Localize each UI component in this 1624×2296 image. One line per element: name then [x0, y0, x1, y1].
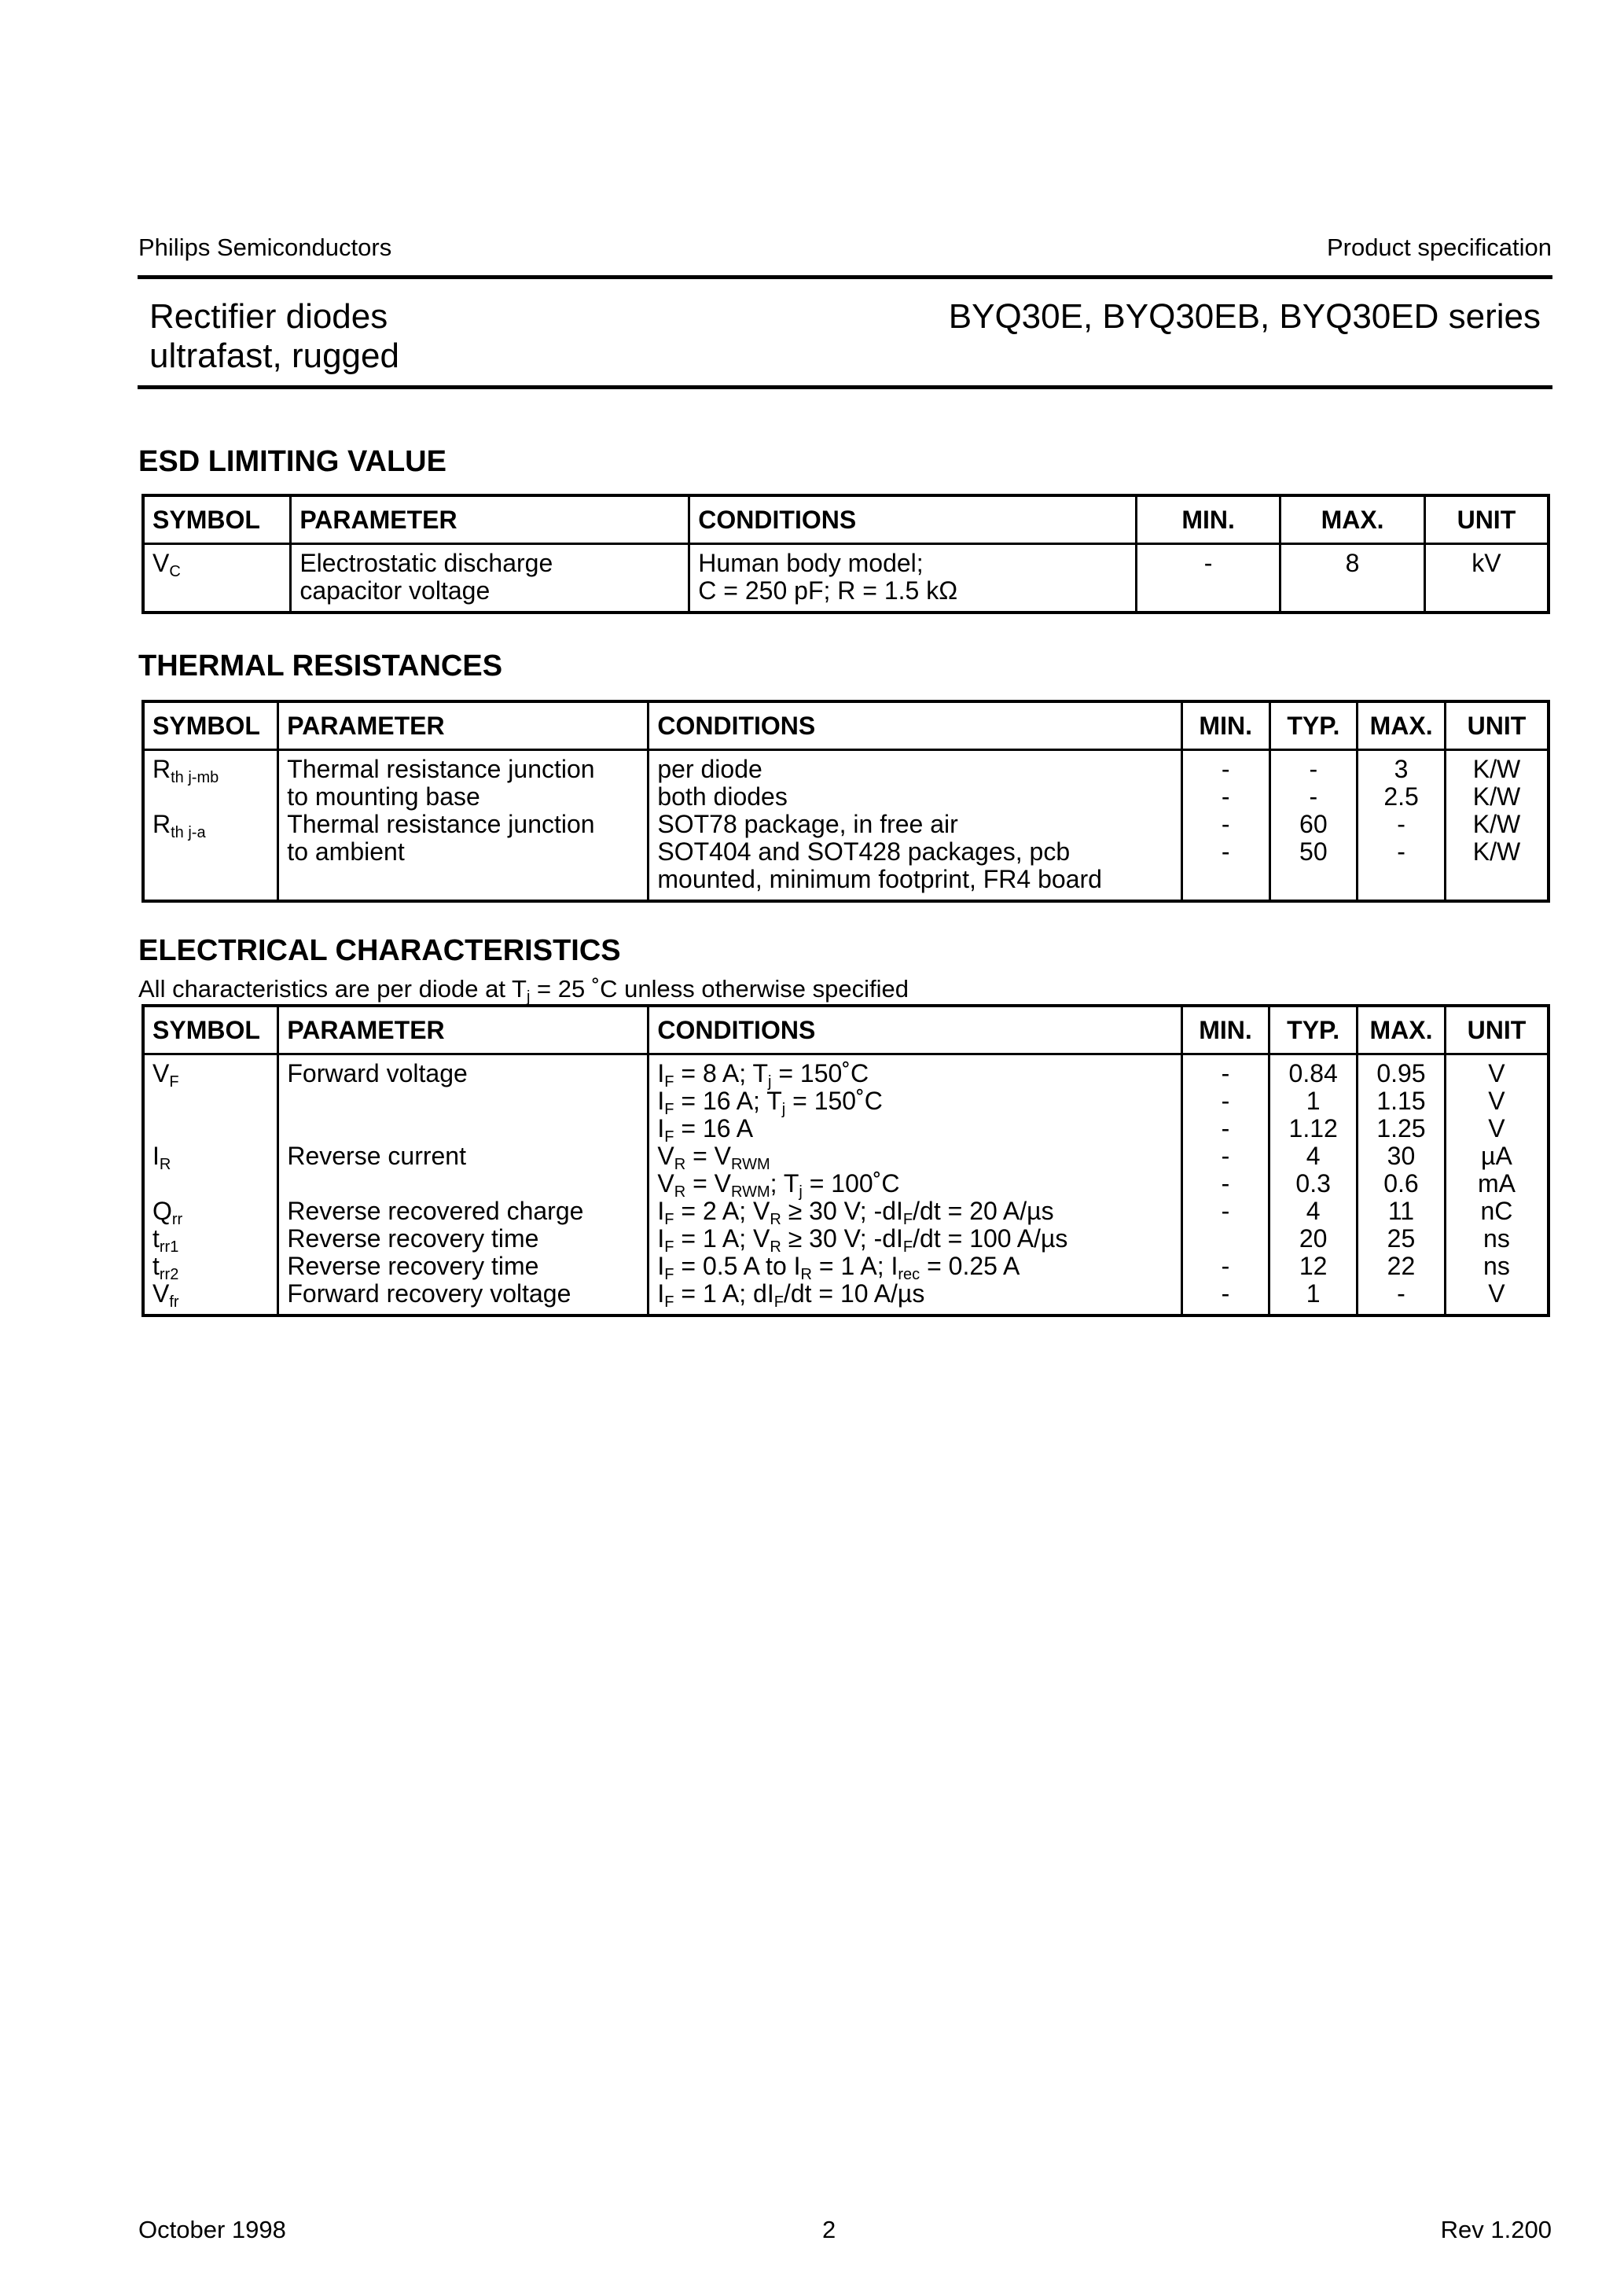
col-min: MIN. — [1136, 495, 1280, 544]
title-line-1: Rectifier diodes — [149, 297, 388, 336]
col-unit: UNIT — [1446, 701, 1549, 750]
parameter-line: Reverse recovery time — [287, 1252, 539, 1280]
unit-value: V — [1488, 1279, 1505, 1308]
condition-line: $I_F = 16$ A; $T_j$ = 150˚C — [657, 1087, 883, 1118]
col-max: MAX. — [1358, 701, 1446, 750]
max-value: 11 — [1387, 1197, 1415, 1225]
col-unit: UNIT — [1424, 495, 1549, 544]
symbol-line — [152, 1115, 269, 1142]
page-number: 2 — [822, 2216, 836, 2243]
symbol-line: $t_{rr1}$ — [152, 1224, 179, 1256]
parameter-line — [287, 1115, 639, 1142]
col-conditions: CONDITIONS — [648, 1006, 1181, 1054]
min-value: - — [1221, 1197, 1230, 1225]
min-value: - — [1221, 1142, 1230, 1170]
header-top-rule — [138, 275, 1552, 279]
typ-value: 12 — [1299, 1252, 1328, 1280]
col-max: MAX. — [1358, 1006, 1446, 1054]
symbol-line: $I_R$ — [152, 1142, 171, 1173]
col-symbol: SYMBOL — [143, 701, 278, 750]
thermal-heading: THERMAL RESISTANCES — [138, 649, 503, 683]
condition-line: $I_F = 1$ A; $dI_F/dt = 10$ A/µs — [657, 1279, 925, 1311]
document-type: Product specification — [1326, 234, 1552, 261]
typ-value: 1 — [1306, 1279, 1321, 1308]
typ-value: 1 — [1306, 1087, 1321, 1115]
unit-value: V — [1488, 1087, 1505, 1115]
typ-value: 1.12 — [1288, 1114, 1338, 1142]
header-bottom-rule — [138, 385, 1552, 389]
min-value: - — [1221, 1279, 1230, 1308]
col-conditions: CONDITIONS — [689, 495, 1137, 544]
symbol-line — [152, 1087, 269, 1115]
conditions-cell: per diode both diodes SOT78 package, in free air SOT404 and SOT428 packages, pcb mounted, minimum footprint, FR4 board — [648, 750, 1182, 902]
part-numbers: BYQ30E, BYQ30EB, BYQ30ED series — [948, 297, 1541, 336]
max-value: 22 — [1387, 1252, 1416, 1280]
col-unit: UNIT — [1445, 1006, 1549, 1054]
electrical-table — [141, 1004, 1550, 1317]
typ-value: 0.3 — [1295, 1169, 1331, 1198]
min-cell: - — [1136, 544, 1280, 613]
thermal-table — [141, 700, 1550, 903]
footer-date: October 1998 — [138, 2216, 286, 2243]
condition-line: $V_R = V_{RWM}$ — [657, 1142, 770, 1173]
document-title — [149, 297, 399, 376]
esd-table — [141, 494, 1550, 614]
conditions-cell: Human body model; C = 250 pF; R = 1.5 kΩ — [689, 544, 1137, 613]
typ-value: 20 — [1299, 1224, 1328, 1253]
table-row — [143, 750, 1549, 902]
unit-value: ns — [1483, 1252, 1510, 1280]
symbol-cell — [143, 1054, 278, 1316]
unit-value: V — [1488, 1114, 1505, 1142]
symbol-line: $V_{fr}$ — [152, 1279, 179, 1311]
col-max: MAX. — [1280, 495, 1424, 544]
parameter-cell: Electrostatic discharge capacitor voltage — [291, 544, 689, 613]
max-value: 1.15 — [1376, 1087, 1426, 1115]
condition-line: $I_F = 0.5$ A to $I_R = 1$ A; $I_{rec} = 0.25$ A — [657, 1252, 1020, 1283]
min-value — [1191, 1225, 1261, 1253]
col-symbol: SYMBOL — [143, 495, 291, 544]
parameter-cell: Thermal resistance junction to mounting base Thermal resistance junction to ambient — [278, 750, 648, 902]
max-value: 0.6 — [1383, 1169, 1419, 1198]
col-min: MIN. — [1181, 701, 1269, 750]
unit-value: mA — [1477, 1169, 1516, 1198]
electrical-note: All characteristics are per diode at $T_j = 25$ ˚C unless otherwise specified — [138, 975, 909, 1006]
min-value: - — [1221, 1087, 1230, 1115]
table-row — [143, 544, 1549, 613]
max-value: 30 — [1387, 1142, 1416, 1170]
symbol-line — [152, 1170, 269, 1198]
max-value: 1.25 — [1376, 1114, 1426, 1142]
parameter-line — [287, 1170, 639, 1198]
typ-value: 4 — [1306, 1142, 1321, 1170]
col-parameter: PARAMETER — [278, 701, 648, 750]
symbol-cell: $R_{th j-mb}$ $R_{th j-a}$ — [143, 750, 278, 902]
table-header-row — [143, 701, 1549, 750]
typ-value: 4 — [1306, 1197, 1321, 1225]
parameter-line: Reverse recovery time — [287, 1224, 539, 1253]
parameter-line: Reverse recovered charge — [287, 1197, 584, 1225]
esd-heading: ESD LIMITING VALUE — [138, 445, 446, 478]
title-line-2: ultrafast, rugged — [149, 337, 399, 375]
unit-cell: kV — [1472, 549, 1501, 577]
table-header-row — [143, 495, 1549, 544]
table-row — [143, 1054, 1549, 1316]
col-typ: TYP. — [1269, 1006, 1358, 1054]
col-symbol: SYMBOL — [143, 1006, 278, 1054]
parameter-line: Forward recovery voltage — [287, 1279, 571, 1308]
condition-line: $V_R = V_{RWM}$; $T_j$ = 100˚C — [657, 1169, 900, 1201]
condition-line: $I_F = 1$ A; $V_R \ge 30$ V; $-dI_F/dt = 100$ A/µs — [657, 1224, 1068, 1256]
unit-cell: K/W K/W K/W K/W — [1472, 755, 1521, 866]
unit-value: nC — [1480, 1197, 1513, 1225]
min-value: - — [1221, 1169, 1230, 1198]
revision: Rev 1.200 — [1440, 2216, 1552, 2243]
col-conditions: CONDITIONS — [648, 701, 1182, 750]
table-header-row — [143, 1006, 1549, 1054]
unit-value: µA — [1481, 1142, 1512, 1170]
unit-value: V — [1488, 1059, 1505, 1087]
col-parameter: PARAMETER — [278, 1006, 648, 1054]
max-value: - — [1397, 1279, 1405, 1308]
condition-line: $I_F = 2$ A; $V_R \ge 30$ V; $-dI_F/dt = 20$ A/µs — [657, 1197, 1054, 1228]
company-name: Philips Semiconductors — [138, 234, 392, 261]
max-cell: 8 — [1280, 544, 1424, 613]
col-typ: TYP. — [1269, 701, 1358, 750]
symbol-line: $V_F$ — [152, 1059, 179, 1091]
symbol-line: $Q_{rr}$ — [152, 1197, 183, 1228]
col-parameter: PARAMETER — [291, 495, 689, 544]
min-value: - — [1221, 1252, 1230, 1280]
max-cell: 3 2.5 - - — [1358, 750, 1446, 902]
parameter-line — [287, 1087, 639, 1115]
symbol-line: $t_{rr2}$ — [152, 1252, 179, 1283]
max-value: 25 — [1387, 1224, 1416, 1253]
min-cell: - - - - — [1181, 750, 1269, 902]
parameter-cell — [278, 1054, 648, 1316]
unit-value: ns — [1483, 1224, 1510, 1253]
max-value: 0.95 — [1376, 1059, 1426, 1087]
condition-line: $I_F = 8$ A; $T_j$ = 150˚C — [657, 1059, 869, 1091]
min-value: - — [1221, 1114, 1230, 1142]
max-cell — [1358, 1054, 1446, 1316]
electrical-heading: ELECTRICAL CHARACTERISTICS — [138, 934, 621, 967]
parameter-line: Reverse current — [287, 1142, 466, 1170]
unit-cell — [1445, 1054, 1549, 1316]
condition-line: $I_F = 16$ A — [657, 1114, 754, 1146]
min-cell — [1181, 1054, 1269, 1316]
parameter-line: Forward voltage — [287, 1059, 468, 1087]
typ-cell: - - 60 50 — [1269, 750, 1358, 902]
conditions-cell — [648, 1054, 1181, 1316]
typ-value: 0.84 — [1288, 1059, 1338, 1087]
min-value: - — [1221, 1059, 1230, 1087]
typ-cell — [1269, 1054, 1358, 1316]
col-min: MIN. — [1181, 1006, 1269, 1054]
symbol-cell: $V_C$ — [143, 544, 291, 613]
